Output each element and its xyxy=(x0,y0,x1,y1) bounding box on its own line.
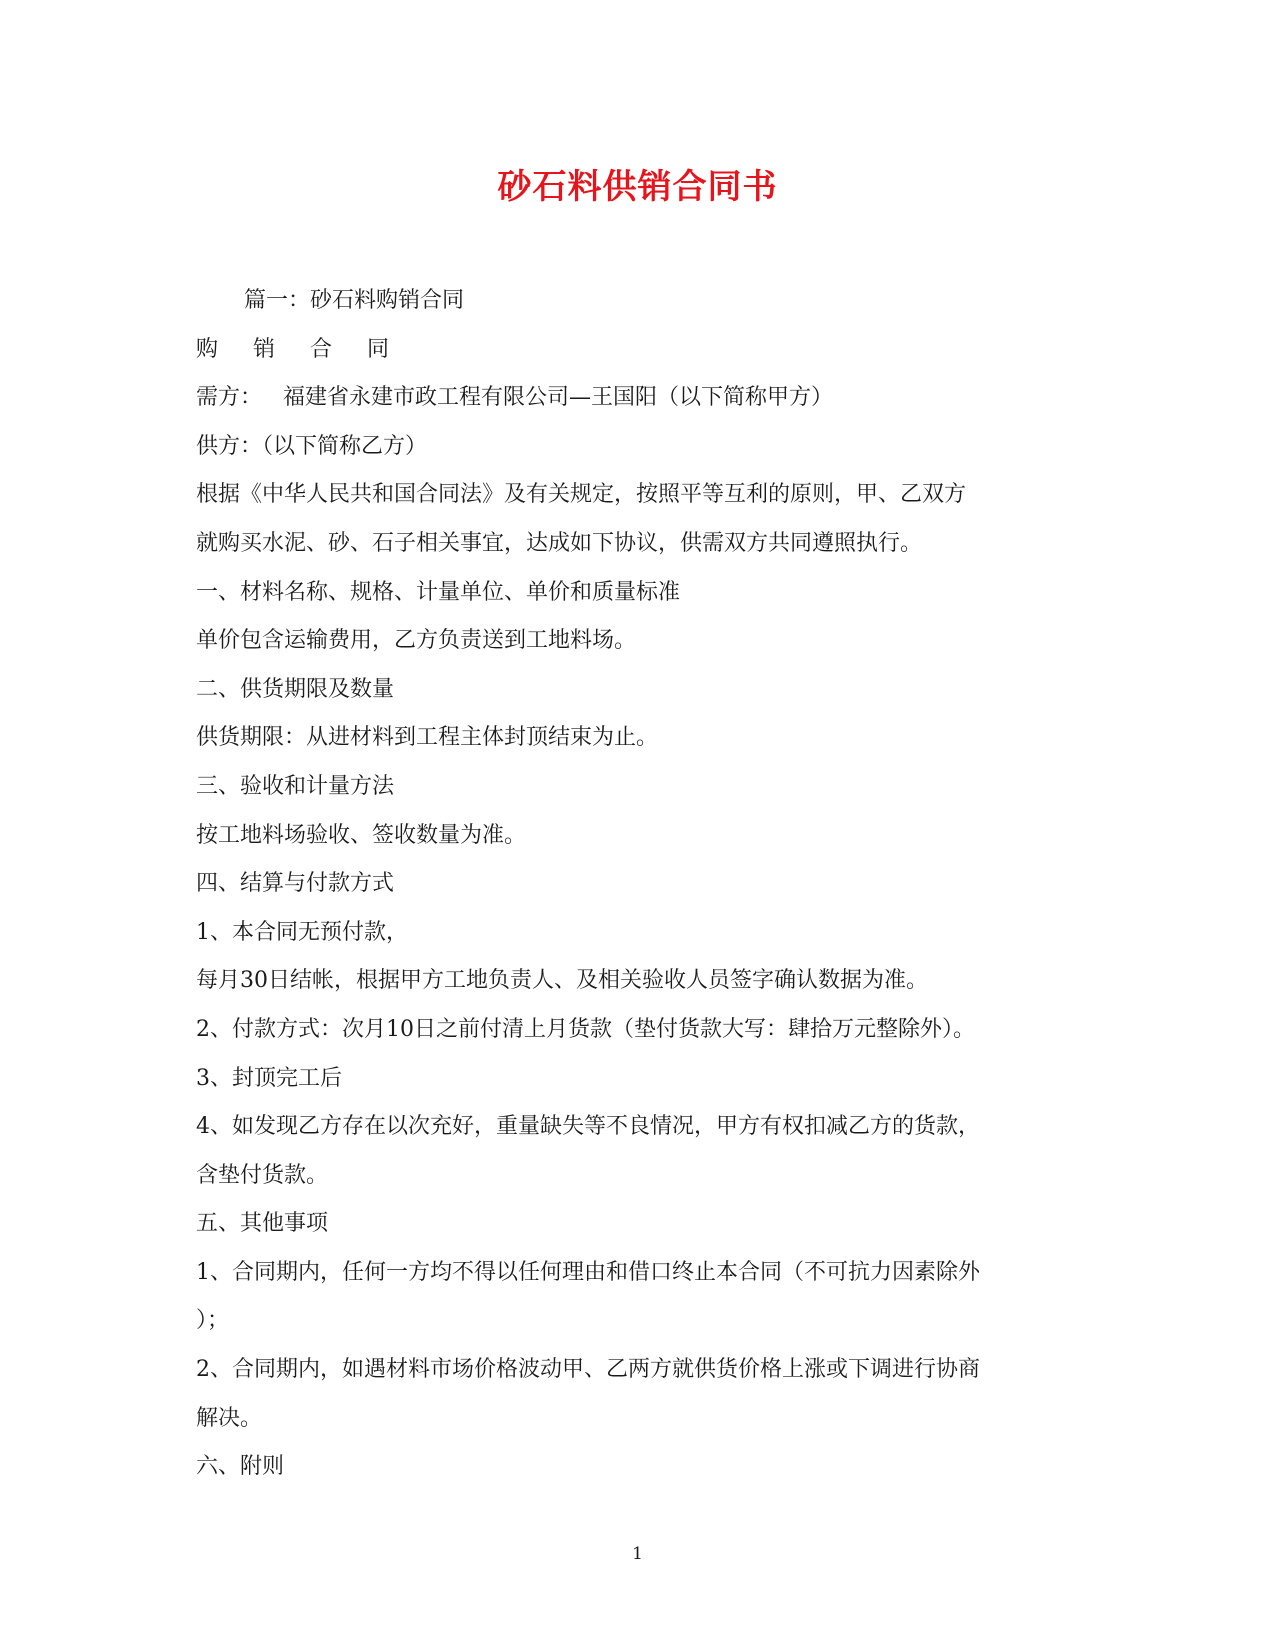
list-item: 2、合同期内，如遇材料市场价格波动甲、乙两方就供货价格上涨或下调进行协商 xyxy=(196,1357,980,1383)
list-item: 1、合同期内，任何一方均不得以任何理由和借口终止本合同（不可抗力因素除外 xyxy=(196,1259,980,1285)
section-heading: 篇一：砂石料购销合同 xyxy=(244,288,465,313)
paragraph-line: 每月30日结帐，根据甲方工地负责人、及相关验收人员签字确认数据为准。 xyxy=(196,968,928,994)
buyer-line: 需方： 福建省永建市政工程有限公司—王国阳（以下简称甲方） xyxy=(196,385,833,411)
clause-heading: 一、材料名称、规格、计量单位、单价和质量标准 xyxy=(196,579,681,605)
paragraph-line: 供货期限：从进材料到工程主体封顶结束为止。 xyxy=(196,725,659,751)
paragraph-line: 含垫付货款。 xyxy=(196,1162,329,1188)
paragraph-line: 根据《中华人民共和国合同法》及有关规定，按照平等互利的原则，甲、乙双方 xyxy=(196,482,967,508)
paragraph-line: 单价包含运输费用，乙方负责送到工地料场。 xyxy=(196,628,637,654)
document-body xyxy=(196,277,1086,1492)
clause-heading: 四、结算与付款方式 xyxy=(196,871,395,897)
clause-heading: 三、验收和计量方法 xyxy=(196,773,395,799)
paragraph-line: 按工地料场验收、签收数量为准。 xyxy=(196,822,527,848)
paragraph-line: 解决。 xyxy=(196,1405,263,1431)
list-item: 1、本合同无预付款， xyxy=(196,919,408,945)
contract-heading: 购 销 合 同 xyxy=(196,336,403,362)
clause-heading: 二、供货期限及数量 xyxy=(196,676,395,702)
document-title: 砂石料供销合同书 xyxy=(497,167,778,207)
list-item: 4、如发现乙方存在以次充好，重量缺失等不良情况，甲方有权扣减乙方的货款， xyxy=(196,1114,980,1140)
supplier-line: 供方：（以下简称乙方） xyxy=(196,433,428,459)
list-item: 3、封顶完工后 xyxy=(196,1065,342,1091)
paragraph-line: 就购买水泥、砂、石子相关事宜，达成如下协议，供需双方共同遵照执行。 xyxy=(196,530,923,556)
page-number: 1 xyxy=(632,1544,643,1564)
paragraph-line: ）； xyxy=(196,1308,230,1334)
clause-heading: 五、其他事项 xyxy=(196,1211,329,1237)
list-item: 2、付款方式：次月10日之前付清上月货款（垫付货款大写：肆拾万元整除外）。 xyxy=(196,1016,975,1042)
clause-heading: 六、附则 xyxy=(196,1454,285,1480)
